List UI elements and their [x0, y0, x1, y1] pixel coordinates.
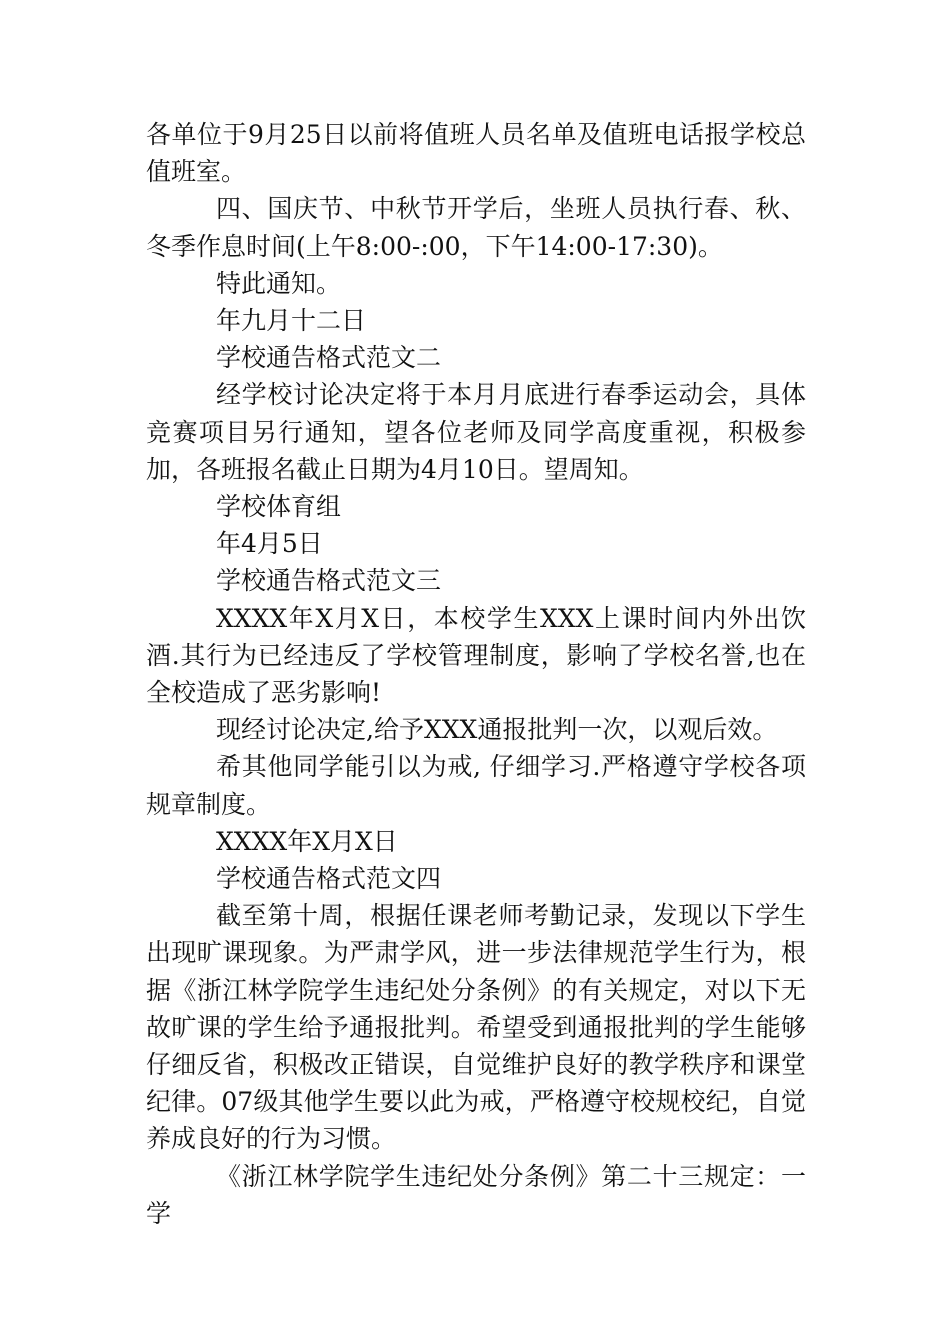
paragraph-work-schedule: 四、国庆节、中秋节开学后，坐班人员执行春、秋、冬季作息时间(上午8:00-:00，下午14:00-17:30)。	[146, 194, 806, 261]
paragraph-date-2: 年4月5日	[216, 529, 323, 559]
paragraph-drinking-incident: XXXX年X月X日，本校学生XXX上课时间内外出饮酒.其行为已经违反了学校管理制度，影响了学校名誉,也在全校造成了恶劣影响!	[146, 603, 806, 708]
paragraph-notice-closing: 特此通知。	[216, 268, 342, 298]
paragraph-decision: 现经讨论决定,给予XXX通报批判一次，以观后效。	[216, 715, 778, 745]
heading-sample-4: 学校通告格式范文四	[216, 864, 442, 894]
document-body	[146, 116, 806, 1232]
paragraph-duty-list-deadline: 各单位于9月25日以前将值班人员名单及值班电话报学校总值班室。	[146, 120, 806, 187]
heading-sample-3: 学校通告格式范文三	[216, 566, 442, 596]
paragraph-date-3: XXXX年X月X日	[216, 826, 398, 856]
paragraph-date-1: 年九月十二日	[216, 306, 367, 336]
paragraph-warning: 希其他同学能引以为戒, 仔细学习.严格遵守学校各项规章制度。	[146, 752, 806, 819]
paragraph-regulation-article: 《浙江林学院学生违纪处分条例》第二十三规定：一学	[146, 1161, 806, 1228]
heading-sample-2: 学校通告格式范文二	[216, 343, 442, 373]
paragraph-absence-notice: 截至第十周，根据任课老师考勤记录，发现以下学生出现旷课现象。为严肃学风，进一步法律规范学生行为，根据《浙江林学院学生违纪处分条例》的有关规定，对以下无故旷课的学生给予通报批判。希望受到通报批判的学生能够仔细反省，积极改正错误，自觉维护良好的教学秩序和课堂纪律。07级其他学生要以此为戒，严格遵守校规校纪，自觉养成良好的行为习惯。	[146, 901, 806, 1154]
paragraph-sports-meet: 经学校讨论决定将于本月月底进行春季运动会，具体竞赛项目另行通知，望各位老师及同学高度重视，积极参加，各班报名截止日期为4月10日。望周知。	[146, 380, 806, 484]
paragraph-signature-pe-group: 学校体育组	[216, 492, 342, 522]
